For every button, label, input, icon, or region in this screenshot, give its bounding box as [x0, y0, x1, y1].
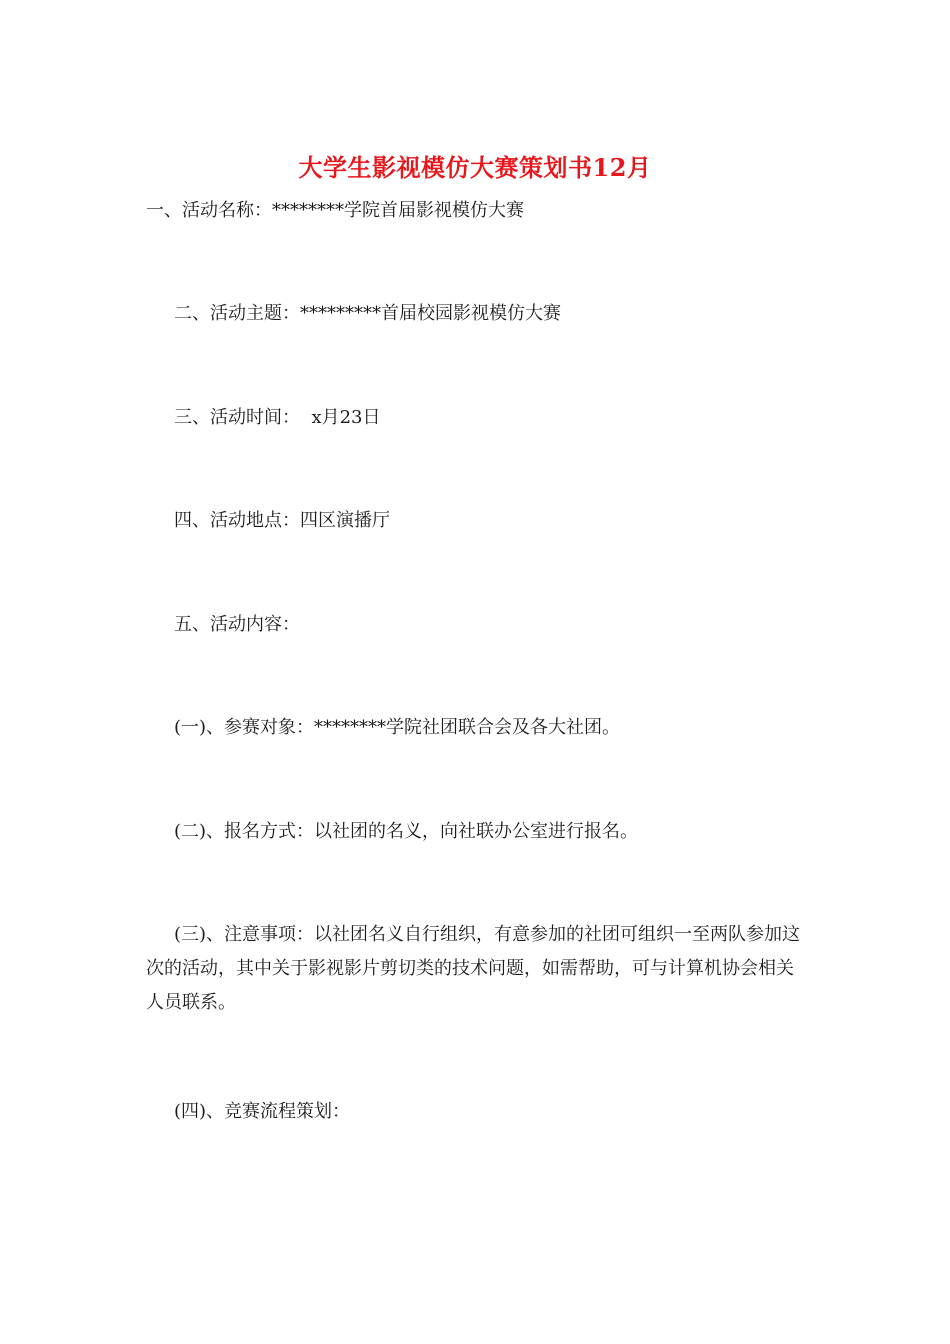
paragraph-activity-name: 一、活动名称：********学院首届影视模仿大赛 — [146, 200, 524, 221]
paragraph-activity-theme: 二、活动主题：*********首届校园影视模仿大赛 — [174, 303, 561, 324]
paragraph-activity-location: 四、活动地点：四区演播厅 — [174, 510, 390, 531]
paragraph-activity-time: 三、活动时间： x月23日 — [174, 407, 381, 428]
paragraph-registration: (二)、报名方式：以社团的名义，向社联办公室进行报名。 — [174, 821, 639, 842]
paragraph-activity-content: 五、活动内容： — [174, 614, 300, 635]
paragraph-competition-flow: (四)、竞赛流程策划： — [174, 1101, 351, 1122]
paragraph-participants: (一)、参赛对象：********学院社团联合会及各大社团。 — [174, 717, 621, 738]
paragraph-notes: (三)、注意事项：以社团名义自行组织，有意参加的社团可组织一至两队参加这次的活动，其中关于影视影片剪切类的技术问题，如需帮助，可与计算机协会相关人员联系。 — [146, 924, 801, 1013]
document-title: 大学生影视模仿大赛策划书12月 — [298, 153, 652, 182]
